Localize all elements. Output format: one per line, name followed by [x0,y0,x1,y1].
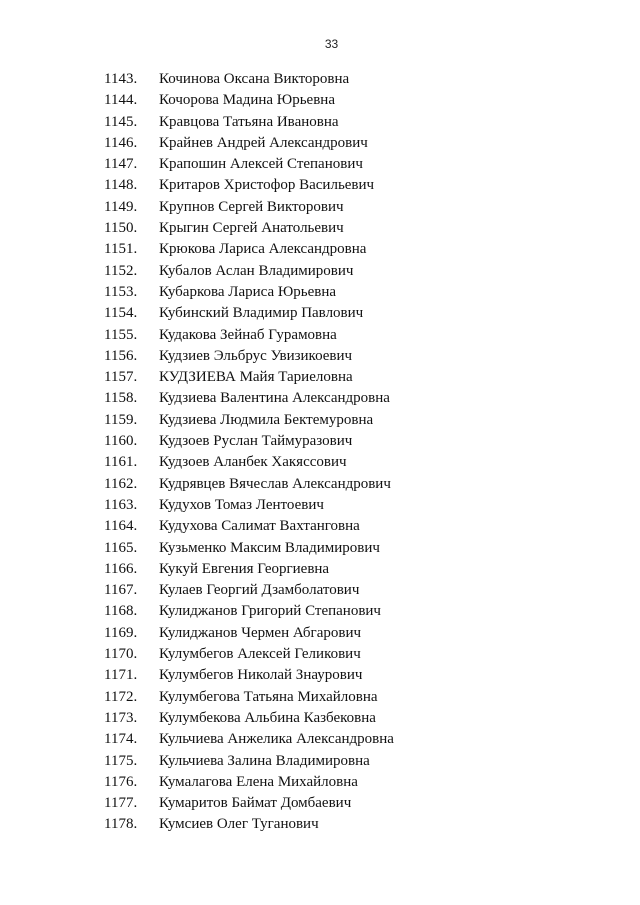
list-item [0,793,640,814]
entry-number: 1149. [104,198,138,215]
list-item [0,538,640,559]
list-item [0,814,640,835]
list-item [0,559,640,580]
entry-number: 1161. [104,454,138,471]
entry-number: 1155. [104,326,138,343]
list-item [0,367,640,388]
list-item [0,623,640,644]
list-item [0,133,640,154]
entry-full-name: Кулумбегова Татьяна Михайловна [159,688,378,705]
list-item [0,687,640,708]
entry-full-name: КУДЗИЕВА Майя Тариеловна [159,369,353,386]
entry-number: 1147. [104,156,138,173]
entry-number: 1171. [104,667,138,684]
entry-full-name: Кудрявцев Вячеслав Александрович [159,475,391,492]
list-item [0,282,640,303]
entry-full-name: Крупнов Сергей Викторович [159,198,344,215]
entry-number: 1148. [104,177,138,194]
entry-number: 1145. [104,113,138,130]
list-item [0,325,640,346]
entry-full-name: Кубалов Аслан Владимирович [159,262,354,279]
entry-full-name: Кудухова Салимат Вахтанговна [159,518,360,535]
entry-number: 1157. [104,369,138,386]
entry-full-name: Крапошин Алексей Степанович [159,156,363,173]
entry-full-name: Кукуй Евгения Георгиевна [159,560,330,577]
entry-number: 1172. [104,688,138,705]
list-item [0,197,640,218]
entry-full-name: Кульчиева Залина Владимировна [159,752,370,769]
entry-full-name: Кудзиева Людмила Бектемуровна [159,411,374,428]
entry-full-name: Кравцова Татьяна Ивановна [159,113,339,130]
entry-number: 1174. [104,731,138,748]
entry-number: 1162. [104,475,138,492]
list-item [0,69,640,90]
entry-number: 1158. [104,390,138,407]
entry-number: 1177. [104,795,138,812]
entry-number: 1178. [104,816,138,833]
entry-full-name: Кузьменко Максим Владимирович [159,539,380,556]
entry-number: 1176. [104,773,138,790]
list-item [0,580,640,601]
name-list [0,69,640,836]
list-item [0,644,640,665]
entry-number: 1153. [104,283,138,300]
list-item [0,410,640,431]
entry-full-name: Крайнев Андрей Александрович [159,134,368,151]
entry-number: 1175. [104,752,138,769]
entry-number: 1146. [104,134,138,151]
entry-full-name: Кудзоев Аланбек Хакяссович [159,454,347,471]
list-item [0,772,640,793]
list-item [0,516,640,537]
entry-full-name: Кочорова Мадина Юрьевна [159,92,335,109]
list-item [0,346,640,367]
entry-full-name: Кудзиева Валентина Александровна [159,390,390,407]
entry-full-name: Кулиджанов Григорий Степанович [159,603,381,620]
page-number: 33 [324,37,339,51]
entry-full-name: Кумаритов Баймат Домбаевич [159,795,352,812]
list-item [0,495,640,516]
list-item [0,90,640,111]
list-item [0,601,640,622]
entry-number: 1165. [104,539,138,556]
entry-number: 1154. [104,305,138,322]
entry-number: 1164. [104,518,138,535]
list-item [0,261,640,282]
entry-full-name: Крюкова Лариса Александровна [159,241,367,258]
list-item [0,474,640,495]
entry-number: 1152. [104,262,138,279]
entry-full-name: Кулумбекова Альбина Казбековна [159,709,376,726]
entry-number: 1166. [104,560,138,577]
entry-full-name: Кулумбегов Алексей Геликович [159,646,361,663]
entry-full-name: Кубинский Владимир Павлович [159,305,364,322]
entry-number: 1159. [104,411,138,428]
list-item [0,218,640,239]
list-item [0,154,640,175]
entry-full-name: Кулиджанов Чермен Абгарович [159,624,362,641]
entry-number: 1144. [104,92,138,109]
entry-full-name: Кулумбегов Николай Знаурович [159,667,363,684]
list-item [0,431,640,452]
list-item [0,665,640,686]
entry-full-name: Кульчиева Анжелика Александровна [159,731,394,748]
entry-number: 1143. [104,71,138,87]
entry-full-name: Кумсиев Олег Туганович [159,816,319,833]
list-item [0,175,640,196]
entry-number: 1160. [104,433,138,450]
entry-number: 1170. [104,646,138,663]
list-item [0,388,640,409]
entry-full-name: Кудзоев Руслан Таймуразович [159,433,353,450]
entry-full-name: Кудакова Зейнаб Гурамовна [159,326,337,343]
list-item [0,452,640,473]
entry-full-name: Кубаркова Лариса Юрьевна [159,283,337,300]
list-item [0,729,640,750]
entry-number: 1169. [104,624,138,641]
entry-number: 1163. [104,496,138,513]
entry-full-name: Кулаев Георгий Дзамболатович [159,582,360,599]
entry-number: 1150. [104,220,138,237]
entry-full-name: Кумалагова Елена Михайловна [159,773,358,790]
list-item [0,303,640,324]
entry-number: 1151. [104,241,138,258]
entry-number: 1167. [104,582,138,599]
list-item [0,751,640,772]
list-item [0,112,640,133]
entry-full-name: Кочинова Оксана Викторовна [159,71,350,87]
entry-full-name: Крыгин Сергей Анатольевич [159,220,344,237]
entry-number: 1168. [104,603,138,620]
entry-number: 1156. [104,347,138,364]
entry-full-name: Критаров Христофор Васильевич [159,177,375,194]
list-item [0,239,640,260]
entry-full-name: Кудухов Томаз Лентоевич [159,496,324,513]
list-item [0,708,640,729]
entry-number: 1173. [104,709,138,726]
entry-full-name: Кудзиев Эльбрус Увизикоевич [159,347,353,364]
